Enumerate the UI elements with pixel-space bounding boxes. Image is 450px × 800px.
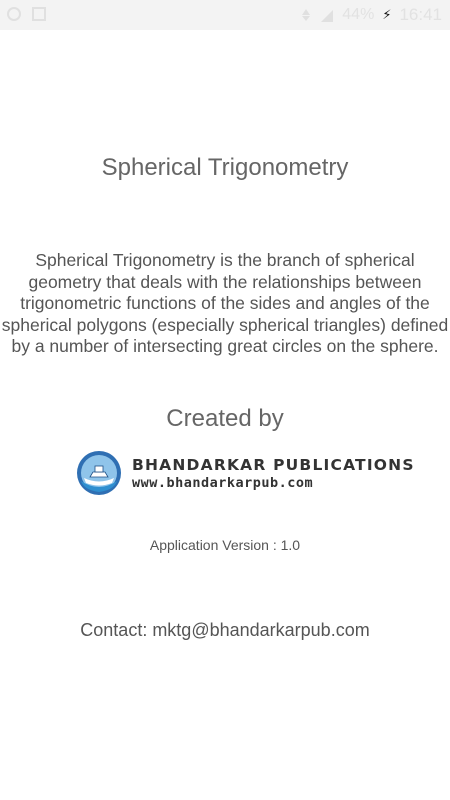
status-bar-left <box>6 6 46 22</box>
battery-percent: 44% <box>342 6 375 23</box>
created-by-heading: Created by <box>166 405 284 432</box>
page-title: Spherical Trigonometry <box>101 154 349 181</box>
publisher-logo <box>76 448 415 498</box>
description-text: Spherical Trigonometry is the branch of spherical geometry that deals with the relationships between trigonometric functions of the sides and angles of the spherical polygons (especially spherical triangles) defined by a number of intersecting great circles on the sphere. <box>1 250 449 356</box>
notes-icon <box>32 6 46 22</box>
ship-logo-icon <box>76 450 122 496</box>
contact-email-link[interactable]: Contact: mktg@bhandarkarpub.com <box>80 620 370 640</box>
signal-icon <box>320 7 334 23</box>
data-icon <box>300 7 312 23</box>
status-bar <box>0 0 450 30</box>
sync-icon <box>6 6 22 22</box>
status-bar-right <box>300 5 442 25</box>
charging-icon: ⚡ <box>382 7 392 22</box>
publisher-website: www.bhandarkarpub.com <box>132 475 314 491</box>
clock: 16:41 <box>399 5 442 24</box>
publisher-name: BHANDARKAR PUBLICATIONS <box>132 456 415 474</box>
app-version: Application Version : 1.0 <box>149 537 301 553</box>
